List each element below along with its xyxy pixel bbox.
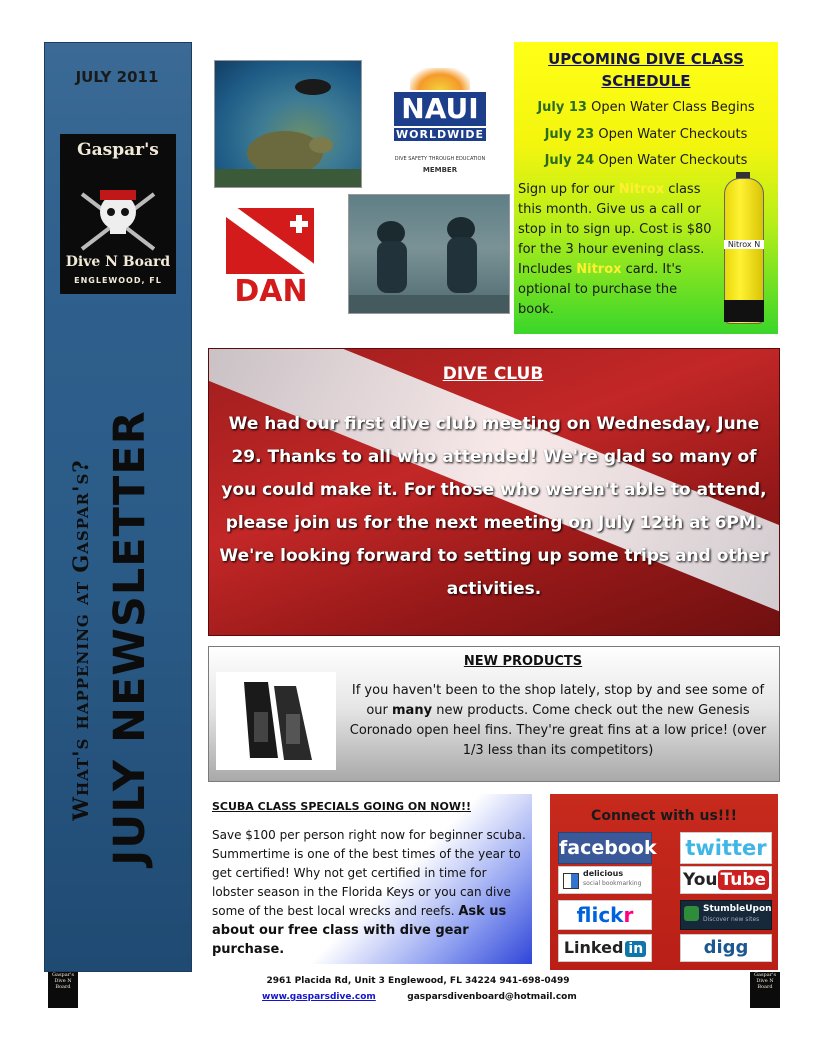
products-bold-many: many xyxy=(392,703,433,718)
vertical-subtitle: What's happening at Gaspar's? xyxy=(68,459,93,821)
delicious-icon xyxy=(563,873,579,889)
linkedin-link[interactable] xyxy=(558,934,652,962)
dive-club-title: DIVE CLUB xyxy=(442,364,544,384)
schedule-title: UPCOMING DIVE CLASS SCHEDULE xyxy=(548,50,744,90)
tank-base xyxy=(724,300,764,322)
logo-subtitle: Dive N Board xyxy=(65,254,171,270)
naui-logo: NAUI xyxy=(394,92,486,126)
twitter-link[interactable] xyxy=(680,832,772,864)
dive-club-body: We had our first dive club meeting on Wednesday, June 29. Thanks to all who attended! We're glad so many of you could make it. For those who weren't able to attend, please join us for the next meeting on July 12th at 6PM. We're looking forward to setting up some trips and other activities. xyxy=(219,414,769,599)
connect-title: Connect with us!!! xyxy=(591,808,737,824)
tank-label: Nitrox N xyxy=(724,240,764,249)
nitrox-signup-text xyxy=(518,180,714,320)
stumbleupon-label: StumbleUpon xyxy=(703,904,772,914)
footer-logo-left: Gaspar's Dive N Board xyxy=(48,972,78,1008)
nitrox-body-pre: Sign up for our xyxy=(518,182,619,197)
naui-tagline: DIVE SAFETY THROUGH EDUCATION xyxy=(394,156,486,162)
schedule-event: Open Water Checkouts xyxy=(598,153,748,168)
issue-month: JULY 2011 xyxy=(75,68,159,86)
linkedin-icon: in xyxy=(625,941,646,957)
youtube-link[interactable] xyxy=(680,866,772,894)
logo-city: ENGLEWOOD, FL xyxy=(74,276,162,285)
schedule-date: July 13 xyxy=(537,100,587,115)
flickr-icon: flick xyxy=(576,903,624,927)
delicious-sublabel: social bookmarking xyxy=(583,880,642,887)
scuba-specials-title: SCUBA CLASS SPECIALS GOING ON NOW!! xyxy=(212,800,472,813)
footer-email[interactable]: gasparsdivenboard@hotmail.com xyxy=(407,992,577,1002)
delicious-link[interactable] xyxy=(558,866,652,894)
nitrox-body-mid: class this month. Give us a call or stop in to sign up. Cost is $80 for the 3 hour evening class. Includes xyxy=(518,182,712,277)
logo-title: Gaspar's xyxy=(77,140,159,160)
flickr-r: r xyxy=(623,903,634,927)
schedule-row xyxy=(520,127,772,142)
footer-address: 2961 Placida Rd, Unit 3 Englewood, FL 34224 941-698-0499 xyxy=(266,976,570,986)
schedule-event: Open Water Checkouts xyxy=(598,127,748,142)
schedule-date: July 24 xyxy=(544,153,595,168)
nitrox-highlight: Nitrox xyxy=(576,262,622,277)
schedule-row xyxy=(520,153,772,168)
fins-photo xyxy=(216,672,336,770)
digg-link[interactable] xyxy=(680,934,772,962)
twitter-icon: twitter xyxy=(685,836,767,860)
schedule-row xyxy=(520,100,772,115)
divers-photo xyxy=(348,194,510,314)
footer-logo-right: Gaspar's Dive N Board xyxy=(750,972,780,1008)
naui-worldwide: WORLDWIDE xyxy=(394,128,486,141)
schedule-date: July 23 xyxy=(544,127,595,142)
footer-website-link[interactable]: www.gasparsdive.com xyxy=(262,992,376,1002)
facebook-link[interactable] xyxy=(558,832,657,864)
new-products-title: NEW PRODUCTS xyxy=(463,654,583,669)
naui-member: MEMBER xyxy=(422,166,458,174)
nitrox-highlight: Nitrox xyxy=(618,182,665,197)
nitrox-body-post: card. It's optional to purchase the book. xyxy=(518,262,682,317)
flickr-link[interactable] xyxy=(558,900,652,930)
scuba-body-text: Save $100 per person right now for beginner scuba. Summertime is one of the best times of the year to get certified! Why not get certified in time for lobster season in the Florida Keys or you can dive some of the best local wrecks and reefs. xyxy=(212,828,526,918)
delicious-label: delicious xyxy=(583,869,624,878)
stumbleupon-sublabel: Discover new sites xyxy=(703,916,760,923)
vertical-title: JULY NEWSLETTER xyxy=(105,410,155,866)
dan-text: DAN xyxy=(234,274,308,309)
stumbleupon-link[interactable] xyxy=(680,900,772,930)
digg-icon: digg xyxy=(703,937,749,958)
facebook-icon: facebook xyxy=(559,837,657,859)
turtle-diver-photo xyxy=(214,60,362,188)
new-products-body xyxy=(342,681,774,761)
products-body-pre: If you haven't been to the shop lately, stop by and see some of our xyxy=(351,683,765,718)
products-body-post: new products. Come check out the new Genesis Coronado open heel fins. They're great fins at a low price! (over 1/3 less than its competitors) xyxy=(349,703,767,758)
stumbleupon-icon xyxy=(684,906,699,921)
cross-icon-vertical xyxy=(296,215,302,233)
linkedin-label: Linked xyxy=(563,938,624,957)
youtube-icon: Tube xyxy=(718,870,770,890)
scuba-specials-body xyxy=(212,826,528,959)
scuba-bold-text: Ask us about our free class with dive gear purchase. xyxy=(212,904,507,957)
youtube-you: You xyxy=(682,870,718,890)
naui-sun-graphic xyxy=(410,68,470,90)
schedule-event: Open Water Class Begins xyxy=(591,100,755,115)
